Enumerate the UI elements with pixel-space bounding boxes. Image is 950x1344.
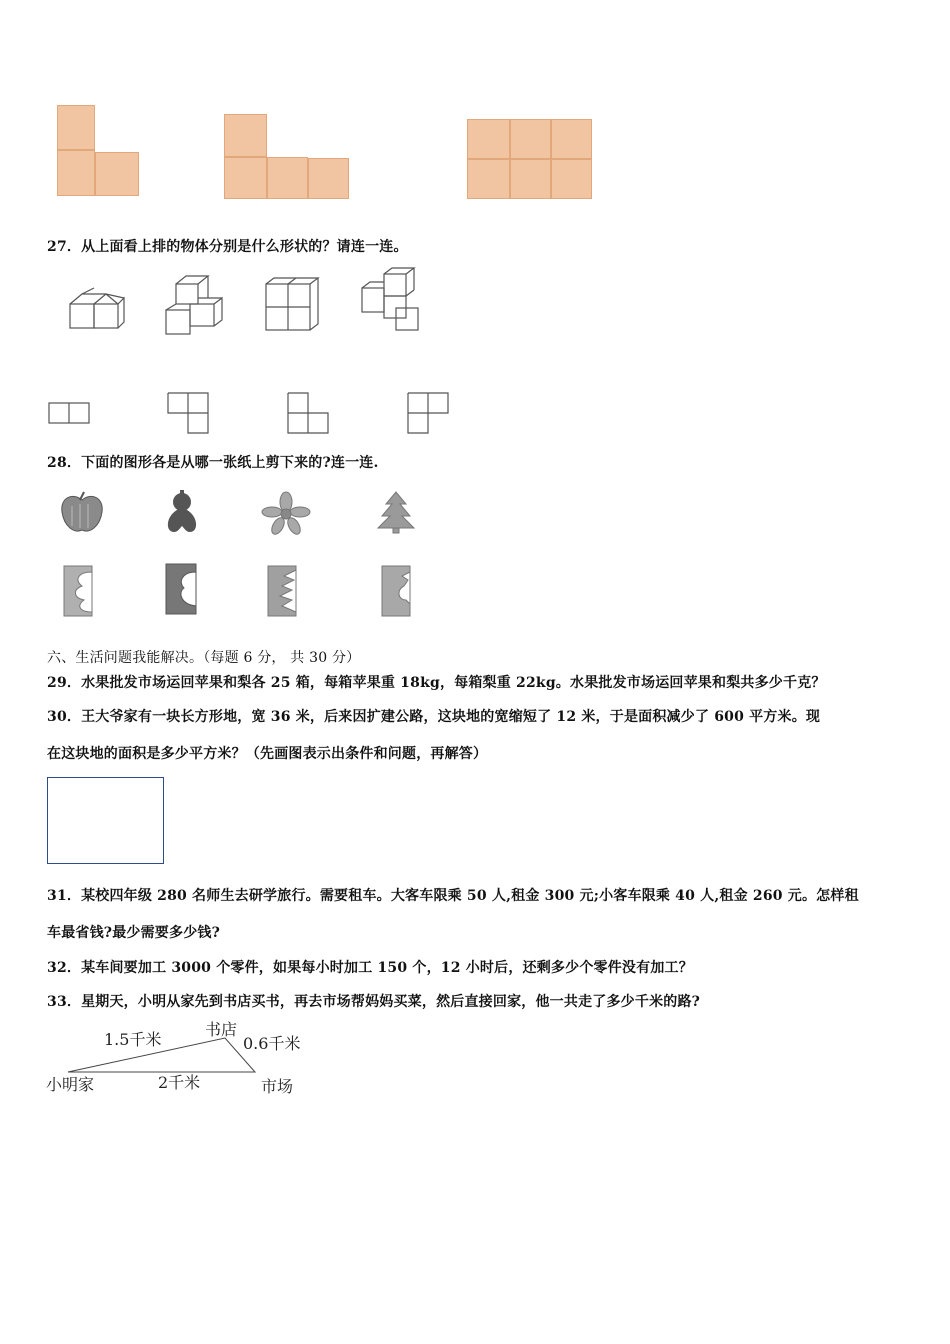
question-32: 32．某车间要加工 3000 个零件，如果每小时加工 150 个，12 小时后，还剩多少个零件没有加工？	[47, 960, 693, 976]
tile	[510, 159, 551, 199]
top-view-2	[167, 392, 211, 436]
cube-figure-4	[356, 266, 426, 336]
tile	[224, 157, 267, 199]
tile	[267, 157, 308, 199]
folded-paper-2	[164, 562, 198, 616]
question-30-line-1: 30．王大爷家有一块长方形地，宽 36 米，后来因扩建公路，这块地的宽缩短了 12 米，于是面积减少了 600 平方米。现	[47, 709, 821, 725]
tile	[95, 152, 139, 196]
section-6-heading: 六、生活问题我能解决。（每题 6 分， 共 30 分）	[47, 650, 361, 666]
tile	[551, 159, 592, 199]
tile	[308, 158, 349, 199]
tile	[57, 105, 95, 150]
label-market: 市场	[261, 1077, 294, 1096]
tile	[224, 114, 267, 157]
label-home-to-market: 2千米	[158, 1073, 201, 1092]
cube-figure-3	[260, 274, 330, 344]
tree-shape	[376, 490, 416, 534]
answer-drawing-box[interactable]	[47, 777, 164, 864]
folded-paper-3	[266, 564, 300, 618]
label-bookstore: 书店	[205, 1020, 238, 1039]
tile	[467, 159, 510, 199]
question-28: 28．下面的图形各是从哪一张纸上剪下来的?连一连.	[47, 455, 379, 471]
flower-shape	[262, 492, 310, 536]
folded-paper-1	[62, 564, 96, 618]
question-27: 27．从上面看上排的物体分别是什么形状的？请连一连。	[47, 239, 408, 255]
apple-shape	[58, 490, 106, 538]
top-view-3	[287, 392, 331, 436]
gourd-shape	[160, 488, 204, 536]
tile	[57, 150, 95, 196]
top-view-1	[48, 402, 92, 426]
question-29: 29．水果批发市场运回苹果和梨各 25 箱，每箱苹果重 18kg，每箱梨重 22kg。水果批发市场运回苹果和梨共多少千克？	[47, 675, 826, 691]
tile	[551, 119, 592, 159]
tile	[467, 119, 510, 159]
label-bookstore-to-market: 0.6千米	[243, 1034, 301, 1053]
label-home: 小明家	[46, 1075, 95, 1094]
folded-paper-4	[380, 564, 414, 618]
question-31-line-2: 车最省钱?最少需要多少钱?	[47, 925, 221, 941]
tile	[510, 119, 551, 159]
question-33: 33．星期天，小明从家先到书店买书，再去市场帮妈妈买菜，然后直接回家，他一共走了多少千米的路?	[47, 994, 701, 1010]
cube-figure-2	[158, 270, 228, 340]
top-view-4	[407, 392, 451, 436]
question-31-line-1: 31．某校四年级 280 名师生去研学旅行。需要租车。大客车限乘 50 人,租金 300 元;小客车限乘 40 人,租金 260 元。怎样租	[47, 888, 859, 904]
question-30-line-2: 在这块地的面积是多少平方米？（先画图表示出条件和问题，再解答）	[47, 746, 488, 762]
label-home-to-bookstore: 1.5千米	[104, 1030, 162, 1049]
cube-figure-1	[62, 280, 132, 350]
